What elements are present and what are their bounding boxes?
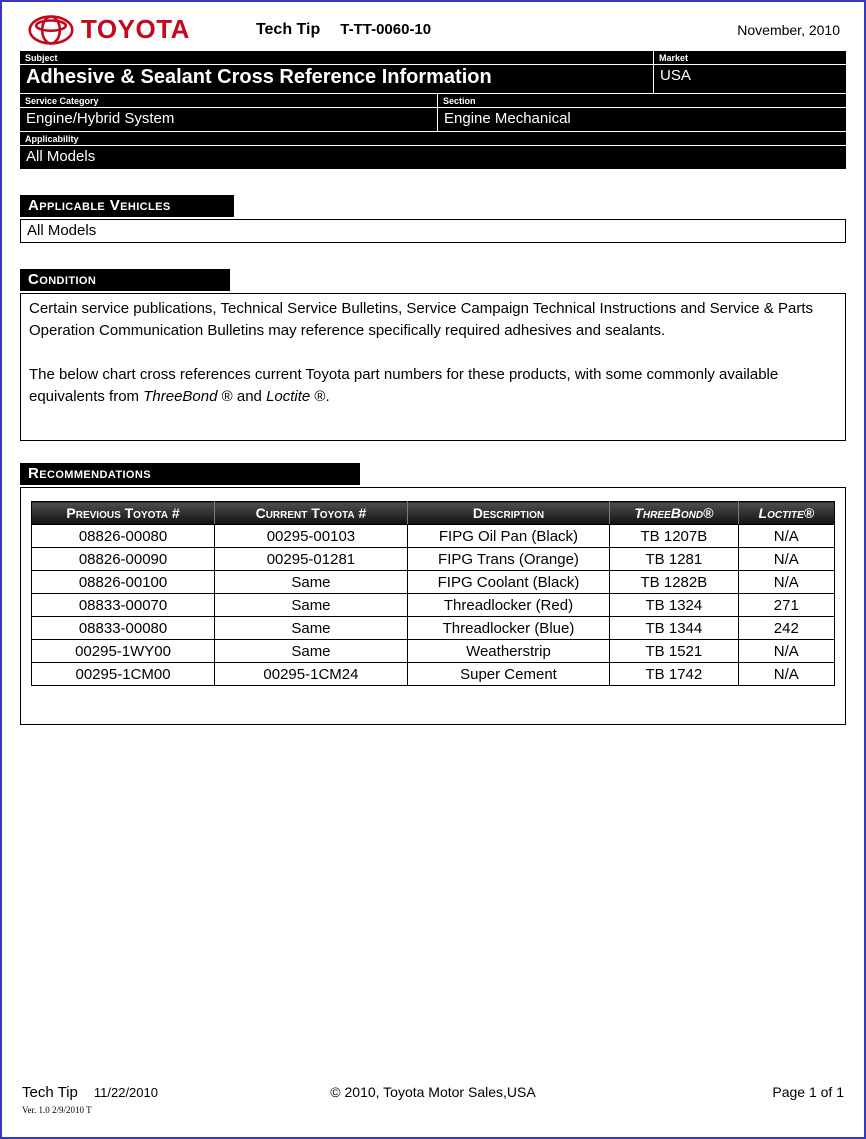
- table-cell: N/A: [738, 525, 834, 548]
- toyota-wordmark: TOYOTA: [81, 14, 190, 44]
- table-cell: Same: [215, 594, 408, 617]
- applicable-vehicles-box: [20, 219, 846, 243]
- table-cell: 08833-00080: [32, 617, 215, 640]
- table-cell: 08826-00080: [32, 525, 215, 548]
- section-label: Section: [438, 94, 846, 108]
- column-header-loctite: Loctite®: [738, 502, 834, 525]
- table-cell: TB 1207B: [610, 525, 738, 548]
- table-header-row: [32, 502, 835, 525]
- table-row: [32, 663, 835, 686]
- table-cell: 00295-1CM00: [32, 663, 215, 686]
- header-date: November, 2010: [737, 21, 840, 38]
- table-cell: Same: [215, 571, 408, 594]
- title-row-category: [20, 93, 846, 131]
- toyota-emblem-icon: [28, 15, 74, 45]
- document-id: [256, 21, 431, 39]
- service-category-value: Engine/Hybrid System: [26, 110, 175, 127]
- condition-paragraph-2: [29, 364, 837, 408]
- table-cell: 08826-00090: [32, 548, 215, 571]
- applicability-value: All Models: [26, 148, 96, 165]
- table-cell: FIPG Oil Pan (Black): [407, 525, 609, 548]
- table-cell: Threadlocker (Red): [407, 594, 609, 617]
- market-cell: [653, 51, 846, 93]
- recommendations-box: [20, 487, 846, 725]
- table-row: [32, 548, 835, 571]
- table-cell: N/A: [738, 548, 834, 571]
- table-row: [32, 571, 835, 594]
- footer-left: [22, 1084, 252, 1101]
- table-cell: 00295-1CM24: [215, 663, 408, 686]
- table-cell: TB 1281: [610, 548, 738, 571]
- condition-paragraph-2-text: The below chart cross references current Toyota part numbers for these products, with some commonly available equivalents from: [29, 366, 779, 405]
- table-row: [32, 617, 835, 640]
- table-cell: 242: [738, 617, 834, 640]
- threebond-brand-name: ThreeBond: [143, 388, 218, 405]
- subject-label: Subject: [20, 51, 653, 65]
- table-row: [32, 594, 835, 617]
- applicability-label: Applicability: [20, 132, 846, 146]
- table-cell: 00295-1WY00: [32, 640, 215, 663]
- table-cell: TB 1742: [610, 663, 738, 686]
- table-cell: TB 1521: [610, 640, 738, 663]
- table-cell: 08826-00100: [32, 571, 215, 594]
- footer-page-number: Page 1 of 1: [772, 1084, 844, 1100]
- table-cell: TB 1282B: [610, 571, 738, 594]
- table-cell: N/A: [738, 663, 834, 686]
- footer-doc-type: Tech Tip: [22, 1084, 78, 1101]
- recommendations-section: [20, 463, 846, 725]
- subject-title: Adhesive & Sealant Cross Reference Information: [26, 66, 492, 88]
- table-cell: Same: [215, 640, 408, 663]
- footer-date: 11/22/2010: [93, 1085, 158, 1100]
- applicable-vehicles-value: All Models: [27, 222, 97, 239]
- doc-number: T-TT-0060-10: [340, 20, 432, 38]
- footer-row: [22, 1084, 844, 1101]
- condition-heading: Condition: [20, 269, 230, 291]
- section-cell: [437, 94, 846, 131]
- doc-type-label: Tech Tip: [255, 20, 321, 38]
- condition-box: [20, 293, 846, 441]
- document-header: [2, 2, 864, 51]
- table-cell: 00295-01281: [215, 548, 408, 571]
- table-cell: Threadlocker (Blue): [407, 617, 609, 640]
- column-header-current-toyota: Current Toyota #: [215, 502, 408, 525]
- condition-section: [20, 269, 846, 441]
- table-cell: Weatherstrip: [407, 640, 609, 663]
- table-cell: 00295-00103: [215, 525, 408, 548]
- cross-reference-table: [31, 501, 835, 686]
- threebond-registered-mark: ®: [217, 388, 233, 405]
- service-category-cell: [20, 94, 437, 131]
- section-value: Engine Mechanical: [444, 110, 571, 127]
- document-footer: [22, 1084, 844, 1115]
- table-cell: TB 1344: [610, 617, 738, 640]
- loctite-brand-name: Loctite: [266, 388, 311, 405]
- condition-paragraph-1: Certain service publications, Technical Service Bulletins, Service Campaign Technical Instructions and Service & Parts Operation Communication Bulletins may reference specifically required adhesives and sealants.: [29, 300, 813, 339]
- table-cell: 08833-00070: [32, 594, 215, 617]
- table-cell: FIPG Coolant (Black): [407, 571, 609, 594]
- condition-paragraph-2-joiner: and: [232, 388, 267, 405]
- table-cell: FIPG Trans (Orange): [407, 548, 609, 571]
- recommendations-heading: Recommendations: [20, 463, 360, 485]
- table-row: [32, 525, 835, 548]
- table-cell: N/A: [738, 640, 834, 663]
- table-cell: Super Cement: [407, 663, 609, 686]
- market-label: Market: [654, 51, 846, 65]
- service-category-label: Service Category: [20, 94, 437, 108]
- column-header-previous-toyota: Previous Toyota #: [32, 502, 215, 525]
- title-row-applicability: [20, 131, 846, 169]
- table-cell: 271: [738, 594, 834, 617]
- market-value: USA: [660, 67, 691, 84]
- table-body: [32, 525, 835, 686]
- table-row: [32, 640, 835, 663]
- table-cell: TB 1324: [610, 594, 738, 617]
- column-header-threebond: ThreeBond®: [610, 502, 738, 525]
- applicability-cell: [20, 132, 846, 169]
- table-cell: Same: [215, 617, 408, 640]
- footer-copyright: © 2010, Toyota Motor Sales,USA: [330, 1084, 536, 1100]
- subject-cell: [20, 51, 653, 93]
- title-block: [20, 51, 846, 169]
- title-row-subject: [20, 51, 846, 93]
- loctite-registered-mark: ®.: [310, 388, 330, 405]
- table-cell: N/A: [738, 571, 834, 594]
- toyota-logo: [28, 14, 190, 45]
- applicable-vehicles-heading: Applicable Vehicles: [20, 195, 234, 217]
- footer-version: Ver. 1.0 2/9/2010 T: [22, 1105, 92, 1115]
- column-header-description: Description: [407, 502, 609, 525]
- applicable-vehicles-section: [20, 195, 846, 243]
